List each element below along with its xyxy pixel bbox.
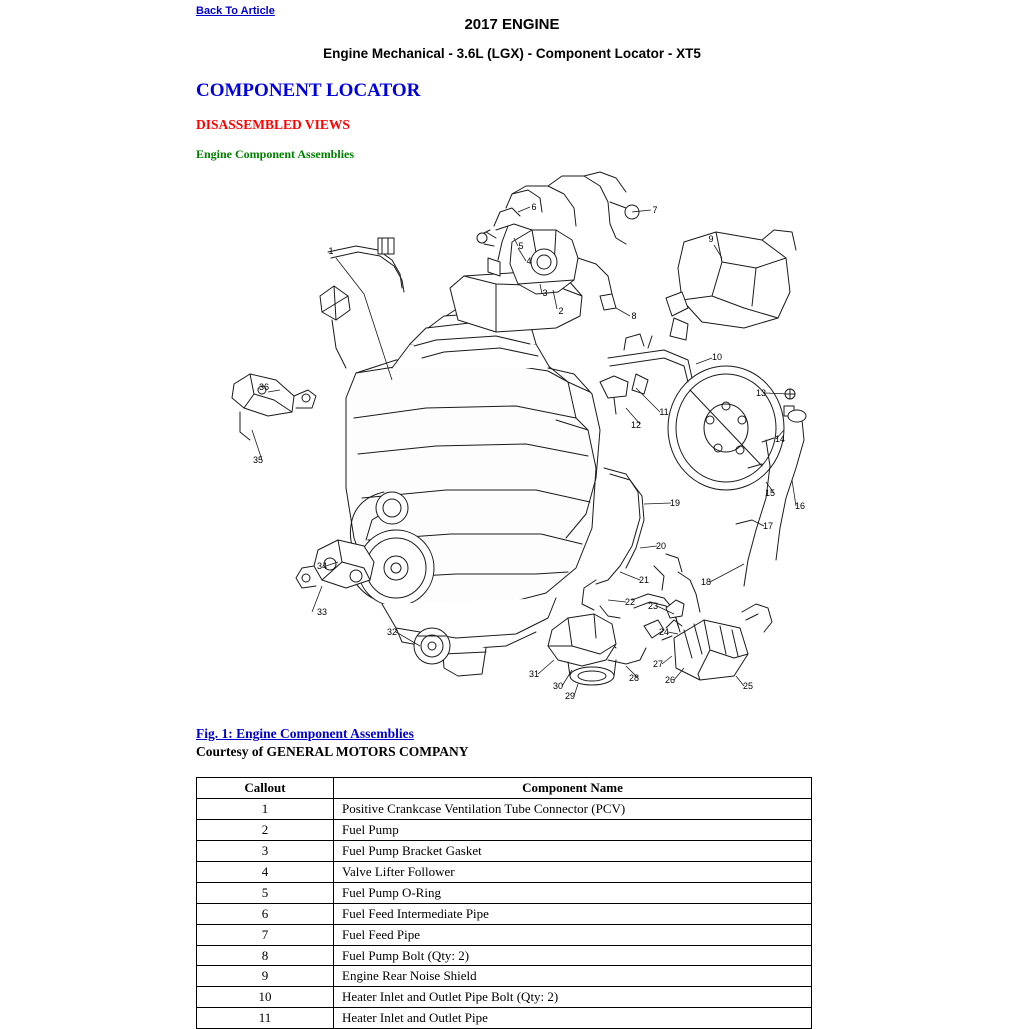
svg-text:25: 25 — [742, 681, 754, 691]
section-heading-disassembled-views: DISASSEMBLED VIEWS — [196, 117, 350, 132]
cell-callout: 4 — [197, 861, 334, 882]
table-row — [197, 861, 812, 882]
svg-text:14: 14 — [774, 434, 786, 444]
back-to-article-link[interactable]: Back To Article — [196, 5, 275, 17]
table-row — [197, 945, 812, 966]
cell-component: Engine Rear Noise Shield — [334, 966, 812, 987]
cell-callout: 10 — [197, 987, 334, 1008]
figure-courtesy: Courtesy of GENERAL MOTORS COMPANY — [196, 744, 469, 759]
table-row — [197, 819, 812, 840]
svg-text:1: 1 — [328, 246, 334, 256]
column-header-callout: Callout — [197, 778, 334, 799]
callout-table — [196, 777, 812, 1029]
svg-text:32: 32 — [386, 627, 398, 637]
cell-component: Fuel Pump Bracket Gasket — [334, 840, 812, 861]
cell-component: Fuel Pump O-Ring — [334, 882, 812, 903]
cell-callout: 11 — [197, 1008, 334, 1029]
table-header-row — [197, 778, 812, 799]
page-subtitle: Engine Mechanical - 3.6L (LGX) - Component Locator - XT5 — [323, 46, 701, 61]
svg-text:18: 18 — [700, 577, 712, 587]
svg-text:13: 13 — [755, 388, 767, 398]
table-row — [197, 882, 812, 903]
cell-component: Fuel Feed Pipe — [334, 924, 812, 945]
table-row — [197, 798, 812, 819]
svg-text:4: 4 — [526, 256, 532, 266]
svg-text:24: 24 — [658, 627, 670, 637]
svg-text:22: 22 — [624, 597, 636, 607]
svg-text:33: 33 — [316, 607, 328, 617]
cell-component: Valve Lifter Follower — [334, 861, 812, 882]
svg-text:26: 26 — [664, 675, 676, 685]
cell-callout: 3 — [197, 840, 334, 861]
cell-callout: 8 — [197, 945, 334, 966]
svg-text:11: 11 — [659, 407, 669, 417]
svg-text:20: 20 — [655, 541, 667, 551]
page-title: 2017 ENGINE — [464, 16, 560, 33]
table-row — [197, 924, 812, 945]
section-heading-engine-component-assemblies: Engine Component Assemblies — [196, 147, 355, 161]
table-row — [197, 840, 812, 861]
cell-callout: 9 — [197, 966, 334, 987]
table-row — [197, 966, 812, 987]
cell-component: Fuel Feed Intermediate Pipe — [334, 903, 812, 924]
cell-callout: 6 — [197, 903, 334, 924]
cell-component: Positive Crankcase Ventilation Tube Connector (PCV) — [334, 798, 812, 819]
cell-component: Heater Inlet and Outlet Pipe Bolt (Qty: 2) — [334, 987, 812, 1008]
section-heading-component-locator: COMPONENT LOCATOR — [196, 80, 421, 101]
cell-callout: 7 — [197, 924, 334, 945]
svg-text:6: 6 — [531, 202, 537, 212]
cell-callout: 2 — [197, 819, 334, 840]
svg-text:36: 36 — [258, 382, 270, 392]
svg-text:21: 21 — [638, 575, 650, 585]
cell-component: Heater Inlet and Outlet Pipe — [334, 1008, 812, 1029]
table-row — [197, 1008, 812, 1029]
svg-text:23: 23 — [647, 601, 659, 611]
figure-caption-link[interactable]: Fig. 1: Engine Component Assemblies — [196, 726, 414, 741]
engine-exploded-diagram — [196, 168, 828, 708]
svg-text:15: 15 — [764, 488, 776, 498]
svg-text:16: 16 — [794, 501, 806, 511]
cell-callout: 5 — [197, 882, 334, 903]
svg-text:12: 12 — [630, 420, 642, 430]
cell-component: Fuel Pump Bolt (Qty: 2) — [334, 945, 812, 966]
svg-text:34: 34 — [316, 561, 328, 571]
cell-component: Fuel Pump — [334, 819, 812, 840]
svg-text:9: 9 — [708, 234, 714, 244]
svg-text:10: 10 — [711, 352, 723, 362]
cell-callout: 1 — [197, 798, 334, 819]
svg-text:17: 17 — [762, 521, 774, 531]
svg-text:2: 2 — [558, 306, 564, 316]
svg-text:19: 19 — [669, 498, 681, 508]
svg-text:35: 35 — [252, 455, 264, 465]
svg-text:5: 5 — [518, 241, 524, 251]
svg-text:8: 8 — [631, 311, 637, 321]
column-header-component: Component Name — [334, 778, 812, 799]
svg-text:7: 7 — [652, 205, 658, 215]
svg-text:28: 28 — [628, 673, 640, 683]
svg-text:31: 31 — [528, 669, 540, 679]
table-row — [197, 903, 812, 924]
svg-text:3: 3 — [542, 288, 548, 298]
svg-text:27: 27 — [652, 659, 664, 669]
svg-text:29: 29 — [564, 691, 576, 701]
table-row — [197, 987, 812, 1008]
svg-text:30: 30 — [552, 681, 564, 691]
